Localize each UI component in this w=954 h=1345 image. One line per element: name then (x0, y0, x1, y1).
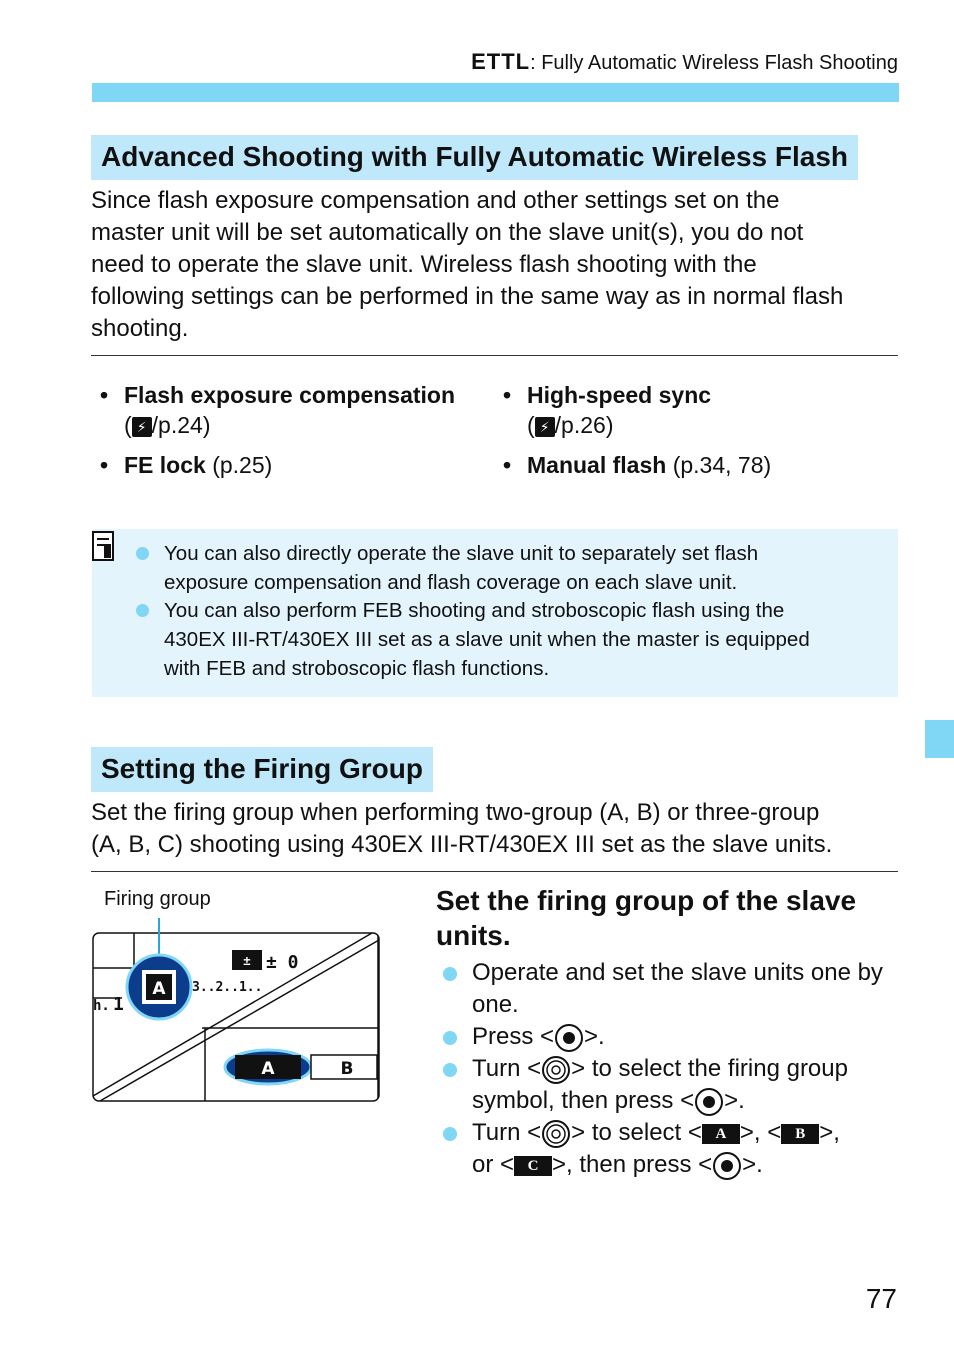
feature-name: High-speed sync (527, 382, 712, 408)
feature-ref-prefix: ( (124, 412, 132, 438)
feature-name: Flash exposure compensation (124, 382, 456, 408)
body-line: Set the firing group when performing two-group (A, B) or three-group (91, 799, 820, 826)
step-text: >. (724, 1087, 745, 1114)
section-heading-advanced: Advanced Shooting with Fully Automatic Wireless Flash (91, 135, 858, 180)
section2-body (91, 797, 901, 861)
step-text: >. (584, 1023, 605, 1050)
step-text: >, (819, 1119, 840, 1146)
step-text: > to select < (571, 1119, 702, 1146)
step-text: symbol, then press < (472, 1087, 695, 1114)
step-title-line: Set the firing group of the slave (436, 885, 857, 916)
svg-text:±: ± (243, 953, 251, 968)
note-box (92, 529, 898, 697)
step-line: Operate and set the slave units one by (472, 959, 883, 986)
step-text: >, < (739, 1119, 782, 1146)
lcd-group-b: B (340, 1059, 354, 1079)
step-text: >, then press < (552, 1151, 713, 1178)
feature-name: Manual flash (527, 452, 667, 478)
feature-item (527, 380, 711, 440)
body-line: master unit will be set automatically on the slave unit(s), you do not (91, 219, 804, 246)
memo-icon (92, 531, 116, 563)
step-item (472, 1021, 902, 1053)
step-item (472, 1053, 902, 1117)
step-text: or < (472, 1151, 515, 1178)
feature-item (124, 380, 455, 440)
flash-exposure-compensation-icon: ⚡ (132, 417, 152, 437)
feature-ref: (p.25) (205, 452, 273, 478)
mode-label: ETTL (471, 49, 531, 74)
note-line: 430EX III-RT/430EX III set as a slave unit when the master is equipped (164, 628, 810, 651)
step-bullet (443, 1127, 457, 1141)
feature-name: FE lock (124, 452, 206, 478)
group-a-icon: A (702, 1124, 740, 1144)
lcd-figure (92, 918, 382, 1103)
feature-ref: /p.26) (554, 412, 614, 438)
group-c-icon: C (514, 1156, 552, 1176)
note-bullet (136, 604, 149, 617)
body-line: following settings can be performed in the same way as in normal flash (91, 283, 844, 310)
body-line: need to operate the slave unit. Wireless flash shooting with the (91, 251, 757, 278)
step-bullet (443, 1063, 457, 1077)
high-speed-sync-icon: ⚡ (535, 417, 555, 437)
note-line: with FEB and stroboscopic flash functions. (164, 657, 550, 680)
feature-ref: /p.24) (151, 412, 211, 438)
step-line: one. (472, 991, 519, 1018)
bullet-dot: • (100, 382, 109, 408)
step-item (472, 1117, 912, 1181)
lcd-scale: 3..2..1.. (192, 980, 263, 995)
note-line: You can also directly operate the slave unit to separately set flash (164, 542, 759, 565)
step-bullet (443, 967, 457, 981)
feature-item (124, 450, 272, 480)
step-text: Turn < (472, 1119, 542, 1146)
note-line: You can also perform FEB shooting and stroboscopic flash using the (164, 599, 785, 622)
step-text: Turn < (472, 1055, 542, 1082)
lcd-channel-number: 1 (113, 994, 124, 1015)
header-title: : Fully Automatic Wireless Flash Shooting (530, 52, 898, 74)
bullet-dot: • (100, 452, 109, 478)
page-number: 77 (865, 1283, 897, 1314)
group-b-icon: B (781, 1124, 819, 1144)
set-button-icon (712, 1151, 742, 1181)
step-text: >. (742, 1151, 763, 1178)
section-heading-firing-group: Setting the Firing Group (91, 747, 433, 792)
note-item (164, 596, 884, 683)
step-text: Press < (472, 1023, 555, 1050)
figure-callout: Firing group (104, 888, 211, 910)
chapter-tab (925, 720, 954, 758)
note-line: exposure compensation and flash coverage on each slave unit. (164, 571, 738, 594)
select-dial-icon (541, 1055, 571, 1085)
feature-ref-prefix: ( (527, 412, 535, 438)
step-title-line: units. (436, 920, 511, 951)
lcd-group-a: A (261, 1059, 275, 1079)
set-button-icon (694, 1087, 724, 1117)
note-item (164, 539, 884, 597)
feature-item (527, 450, 771, 480)
bullet-dot: • (503, 382, 512, 408)
feature-ref: (p.34, 78) (666, 452, 772, 478)
step-bullet (443, 1031, 457, 1045)
body-line: shooting. (91, 315, 189, 342)
bullet-dot: • (503, 452, 512, 478)
feature-list (0, 0, 954, 500)
body-line: Since flash exposure compensation and other settings set on the (91, 187, 780, 214)
set-button-icon (554, 1023, 584, 1053)
lcd-channel: h. (93, 998, 110, 1014)
lcd-group-symbol: A (152, 979, 166, 999)
divider (91, 871, 898, 872)
step-item (472, 957, 902, 1021)
note-bullet (136, 547, 149, 560)
lcd-comp-value: ± 0 (266, 952, 299, 973)
select-dial-icon (541, 1119, 571, 1149)
body-line: (A, B, C) shooting using 430EX III-RT/430EX III set as the slave units. (91, 831, 833, 858)
step-text: > to select the firing group (571, 1055, 848, 1082)
step-title (436, 883, 896, 953)
